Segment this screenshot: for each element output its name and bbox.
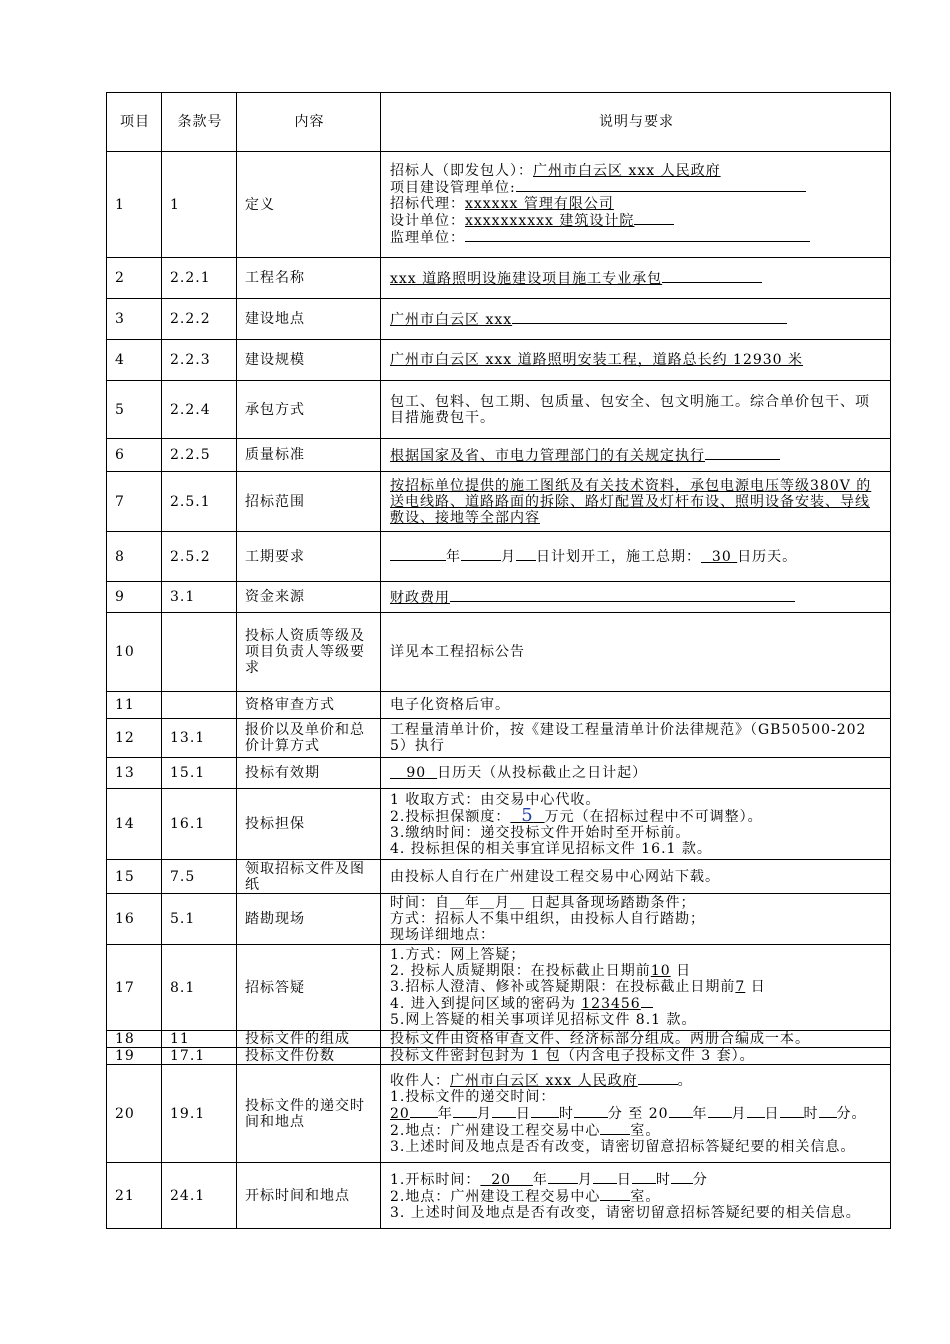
blank-underline <box>548 1171 578 1184</box>
validity-unit: 日历天（从投标截止之日计起） <box>437 765 648 781</box>
year-label: 年 <box>532 1171 548 1188</box>
clause-number: 2.2.4 <box>162 381 237 439</box>
row-number: 1 <box>107 152 162 258</box>
blank-underline <box>747 1105 765 1118</box>
qa-line: 5.网上答疑的相关事项详见招标文件 8.1 款。 <box>390 1012 697 1028</box>
row-number: 15 <box>107 860 162 894</box>
clause-number: 8.1 <box>162 945 237 1031</box>
table-row <box>107 340 891 381</box>
hour-label: 时 <box>655 1171 671 1188</box>
clause-number: 2.5.1 <box>162 472 237 532</box>
table-row <box>107 152 891 258</box>
blank-underline <box>450 589 795 602</box>
description-text: 广州市白云区 xxx 道路照明安装工程，道路总长约 12930 米 <box>390 352 804 368</box>
description-cell <box>381 258 891 299</box>
site-visit-line: 现场详细地点： <box>390 927 495 943</box>
year-prefix: 20 <box>491 1171 512 1188</box>
validity-value: 90 <box>406 765 427 781</box>
qa-unit: 日 <box>676 963 692 979</box>
duration-value: 30 <box>711 549 732 565</box>
table-row <box>107 299 891 340</box>
blank-underline <box>705 447 780 460</box>
content-cell: 建设地点 <box>237 299 381 340</box>
year-label: 年 <box>692 1106 708 1122</box>
description-cell <box>381 1065 891 1163</box>
minute-label: 分 至 20 <box>607 1106 669 1122</box>
tender-data-table <box>106 92 891 1229</box>
year-prefix: 20 <box>390 1106 410 1122</box>
blank-underline <box>574 1105 608 1118</box>
blank-underline <box>512 311 787 324</box>
table-row <box>107 1031 891 1048</box>
clause-number: 2.5.2 <box>162 532 237 582</box>
hour-label: 时 <box>558 1106 574 1122</box>
description-cell <box>381 340 891 381</box>
row-number: 5 <box>107 381 162 439</box>
clause-number: 15.1 <box>162 758 237 789</box>
table-row <box>107 719 891 758</box>
blank-underline <box>461 548 501 561</box>
description-cell <box>381 894 891 945</box>
content-cell: 资格审查方式 <box>237 692 381 719</box>
designer-value: xxxxxxxxxx 建筑设计院 <box>465 213 635 229</box>
clause-number: 11 <box>162 1031 237 1048</box>
table-row <box>107 860 891 894</box>
content-cell: 资金来源 <box>237 582 381 613</box>
content-cell: 工程名称 <box>237 258 381 299</box>
row-number: 13 <box>107 758 162 789</box>
description-cell: 工程量清单计价，按《建设工程量清单计价法律规范》（GB50500-2025）执行 <box>381 719 891 758</box>
blank-underline <box>641 995 653 1008</box>
clause-number: 2.2.3 <box>162 340 237 381</box>
blank-underline <box>638 1072 678 1085</box>
content-cell: 报价以及单价和总价计算方式 <box>237 719 381 758</box>
header-description: 说明与要求 <box>381 93 891 152</box>
table-row <box>107 258 891 299</box>
clause-number: 1 <box>162 152 237 258</box>
content-cell: 质量标准 <box>237 439 381 472</box>
month-label: 月 <box>577 1171 593 1188</box>
day-label: 日 <box>616 1171 632 1188</box>
blank-underline <box>662 270 762 283</box>
description-cell <box>381 758 891 789</box>
content-cell: 投标文件的递交时间和地点 <box>237 1065 381 1163</box>
recipient-value: 广州市白云区 xxx 人民政府 <box>450 1073 638 1089</box>
day-label: 日 <box>764 1106 780 1122</box>
blank-underline <box>516 179 806 192</box>
row-number: 6 <box>107 439 162 472</box>
row-number: 10 <box>107 613 162 692</box>
qa-label: 3.招标人澄清、修补或答疑期限：在投标截止日期前 <box>390 979 736 995</box>
row-number: 14 <box>107 789 162 860</box>
description-cell <box>381 945 891 1031</box>
row-number: 8 <box>107 532 162 582</box>
table-row <box>107 758 891 789</box>
blank-underline <box>600 1122 630 1135</box>
table-row <box>107 1048 891 1065</box>
clause-number: 2.2.1 <box>162 258 237 299</box>
year-label: 年 <box>446 549 461 565</box>
row-number: 11 <box>107 692 162 719</box>
content-cell: 投标人资质等级及项目负责人等级要求 <box>237 613 381 692</box>
month-label: 月 <box>476 1106 492 1122</box>
clause-number: 19.1 <box>162 1065 237 1163</box>
content-cell: 领取招标文件及图纸 <box>237 860 381 894</box>
description-cell: 投标文件由资格审查文件、经济标部分组成。两册合编成一本。 <box>381 1031 891 1048</box>
agency-value: xxxxxx 管理有限公司 <box>465 196 614 212</box>
day-label: 日计划开工，施工总期： <box>536 549 701 565</box>
header-content: 内容 <box>237 93 381 152</box>
submission-line: 3.上述时间及地点是否有改变，请密切留意招标答疑纪要的相关信息。 <box>390 1139 856 1155</box>
year-label: 年 <box>437 1106 453 1122</box>
row-number: 12 <box>107 719 162 758</box>
table-row <box>107 613 891 692</box>
guarantee-line: 4. 投标担保的相关事宜详见招标文件 16.1 款。 <box>390 840 712 857</box>
blank-underline <box>531 1105 559 1118</box>
description-cell <box>381 532 891 582</box>
blank-underline <box>708 1105 732 1118</box>
clause-number: 2.2.2 <box>162 299 237 340</box>
guarantee-amount <box>510 804 544 826</box>
clause-number: 24.1 <box>162 1163 237 1229</box>
recipient-label: 收件人： <box>390 1073 450 1089</box>
clause-number: 7.5 <box>162 860 237 894</box>
guarantee-label: 2.投标担保额度： <box>390 808 511 825</box>
definition-label: 招标代理： <box>390 196 465 212</box>
table-row <box>107 582 891 613</box>
content-cell: 建设规模 <box>237 340 381 381</box>
content-cell: 开标时间和地点 <box>237 1163 381 1229</box>
description-text: 财政费用 <box>390 589 450 606</box>
header-clause: 条款号 <box>162 93 237 152</box>
description-cell <box>381 439 891 472</box>
description-text: xxx 道路照明设施建设项目施工专业承包 <box>390 270 663 287</box>
definition-label: 监理单位： <box>390 230 465 246</box>
content-cell: 投标文件份数 <box>237 1048 381 1065</box>
description-cell <box>381 582 891 613</box>
blank-underline <box>600 1188 630 1201</box>
month-label: 月 <box>731 1106 747 1122</box>
description-cell <box>381 1163 891 1229</box>
submission-line: 1.投标文件的递交时间： <box>390 1089 556 1105</box>
day-label: 日 <box>515 1106 531 1122</box>
clause-number: 16.1 <box>162 789 237 860</box>
month-label: 月 <box>501 549 516 565</box>
qa-value: 10 <box>650 963 671 979</box>
password-value: 123456 <box>581 996 641 1012</box>
guarantee-unit: 万元（在招标过程中不可调整）。 <box>544 808 763 825</box>
opening-line: 3. 上述时间及地点是否有改变，请密切留意招标答疑纪要的相关信息。 <box>390 1204 861 1221</box>
minute-label: 分 <box>692 1171 708 1188</box>
opening-label: 1.开标时间： <box>390 1171 481 1188</box>
description-text: 按招标单位提供的施工图纸及有关技术资料，承包电源电压等级380V 的送电线路、道路路面的拆除、路灯配置及灯杆布设、照明设备安装、导线敷设、接地等全部内容 <box>390 477 872 526</box>
blank-underline <box>516 548 536 561</box>
blank-underline <box>819 1105 837 1118</box>
table-row <box>107 1065 891 1163</box>
row-number: 7 <box>107 472 162 532</box>
row-number: 2 <box>107 258 162 299</box>
row-number: 20 <box>107 1065 162 1163</box>
row-number: 16 <box>107 894 162 945</box>
opening-year <box>480 1172 533 1188</box>
site-visit-line: 时间：自＿年＿月＿ 日起具备现场踏勘条件； <box>390 895 696 911</box>
row-number: 4 <box>107 340 162 381</box>
definition-label: 招标人（即发包人）： <box>390 163 533 179</box>
clause-number <box>162 613 237 692</box>
row-number: 18 <box>107 1031 162 1048</box>
content-cell: 招标范围 <box>237 472 381 532</box>
definition-label: 设计单位： <box>390 213 465 229</box>
room-label: 室。 <box>630 1123 661 1139</box>
table-row <box>107 532 891 582</box>
row-number: 3 <box>107 299 162 340</box>
row-number: 9 <box>107 582 162 613</box>
blank-underline <box>492 1105 516 1118</box>
duration-unit: 日历天。 <box>737 549 798 565</box>
guarantee-value: 5 <box>521 804 534 826</box>
row-number: 21 <box>107 1163 162 1229</box>
description-cell <box>381 789 891 860</box>
description-cell: 投标文件密封包封为 1 包（内含电子投标文件 3 套）。 <box>381 1048 891 1065</box>
blank-underline <box>632 1171 656 1184</box>
qa-label: 4. 进入到提问区域的密码为 <box>390 996 576 1012</box>
location-label: 2.地点：广州建设工程交易中心 <box>390 1123 601 1139</box>
row-number: 17 <box>107 945 162 1031</box>
table-row <box>107 789 891 860</box>
blank-underline <box>453 1105 477 1118</box>
table-row <box>107 472 891 532</box>
qa-unit: 日 <box>750 979 766 995</box>
blank-underline <box>465 229 810 242</box>
hour-label: 时 <box>803 1106 819 1122</box>
clause-number: 5.1 <box>162 894 237 945</box>
header-item: 项目 <box>107 93 162 152</box>
table-row <box>107 894 891 945</box>
qa-value: 7 <box>735 979 746 995</box>
table-row <box>107 692 891 719</box>
content-cell: 投标有效期 <box>237 758 381 789</box>
content-cell: 投标文件的组成 <box>237 1031 381 1048</box>
room-label: 室。 <box>630 1188 661 1205</box>
qa-label: 2. 投标人质疑期限：在投标截止日期前 <box>390 963 651 979</box>
duration-days <box>701 549 737 565</box>
guarantee-line: 1 收取方式：由交易中心代收。 <box>390 791 601 808</box>
content-cell: 投标担保 <box>237 789 381 860</box>
table-row <box>107 945 891 1031</box>
row-number: 19 <box>107 1048 162 1065</box>
blank-underline <box>780 1105 804 1118</box>
description-text: 根据国家及省、市电力管理部门的有关规定执行 <box>390 447 705 464</box>
recipient-end: 。 <box>677 1073 693 1089</box>
table-row <box>107 1163 891 1229</box>
content-cell: 招标答疑 <box>237 945 381 1031</box>
table-header-row <box>107 93 891 152</box>
clause-number: 17.1 <box>162 1048 237 1065</box>
description-cell: 包工、包料、包工期、包质量、包安全、包文明施工。综合单价包干、项目措施费包干。 <box>381 381 891 439</box>
description-cell <box>381 152 891 258</box>
description-cell: 详见本工程招标公告 <box>381 613 891 692</box>
description-cell <box>381 299 891 340</box>
content-cell: 踏勘现场 <box>237 894 381 945</box>
site-visit-line: 方式：招标人不集中组织，由投标人自行踏勘； <box>390 911 705 927</box>
minute-label: 分。 <box>836 1106 867 1122</box>
blank-underline <box>410 1105 438 1118</box>
blank-underline <box>634 212 674 225</box>
description-cell <box>381 472 891 532</box>
blank-underline <box>390 548 446 561</box>
clause-number: 2.2.5 <box>162 439 237 472</box>
content-cell: 定义 <box>237 152 381 258</box>
blank-underline <box>669 1105 693 1118</box>
validity-days <box>390 765 437 781</box>
guarantee-line: 3.缴纳时间：递交投标文件开始时至开标前。 <box>390 824 691 841</box>
description-cell: 电子化资格后审。 <box>381 692 891 719</box>
qa-line: 1.方式：网上答疑； <box>390 947 526 963</box>
blank-underline <box>671 1171 693 1184</box>
definition-label: 项目建设管理单位: <box>390 180 516 196</box>
description-text: 广州市白云区 xxx <box>390 311 513 328</box>
location-label: 2.地点：广州建设工程交易中心 <box>390 1188 601 1205</box>
table-row <box>107 381 891 439</box>
tenderer-value: 广州市白云区 xxx 人民政府 <box>533 163 721 179</box>
table-row <box>107 439 891 472</box>
clause-number: 13.1 <box>162 719 237 758</box>
content-cell: 工期要求 <box>237 532 381 582</box>
content-cell: 承包方式 <box>237 381 381 439</box>
clause-number: 3.1 <box>162 582 237 613</box>
blank-underline <box>593 1171 617 1184</box>
description-cell: 由投标人自行在广州建设工程交易中心网站下载。 <box>381 860 891 894</box>
clause-number <box>162 692 237 719</box>
